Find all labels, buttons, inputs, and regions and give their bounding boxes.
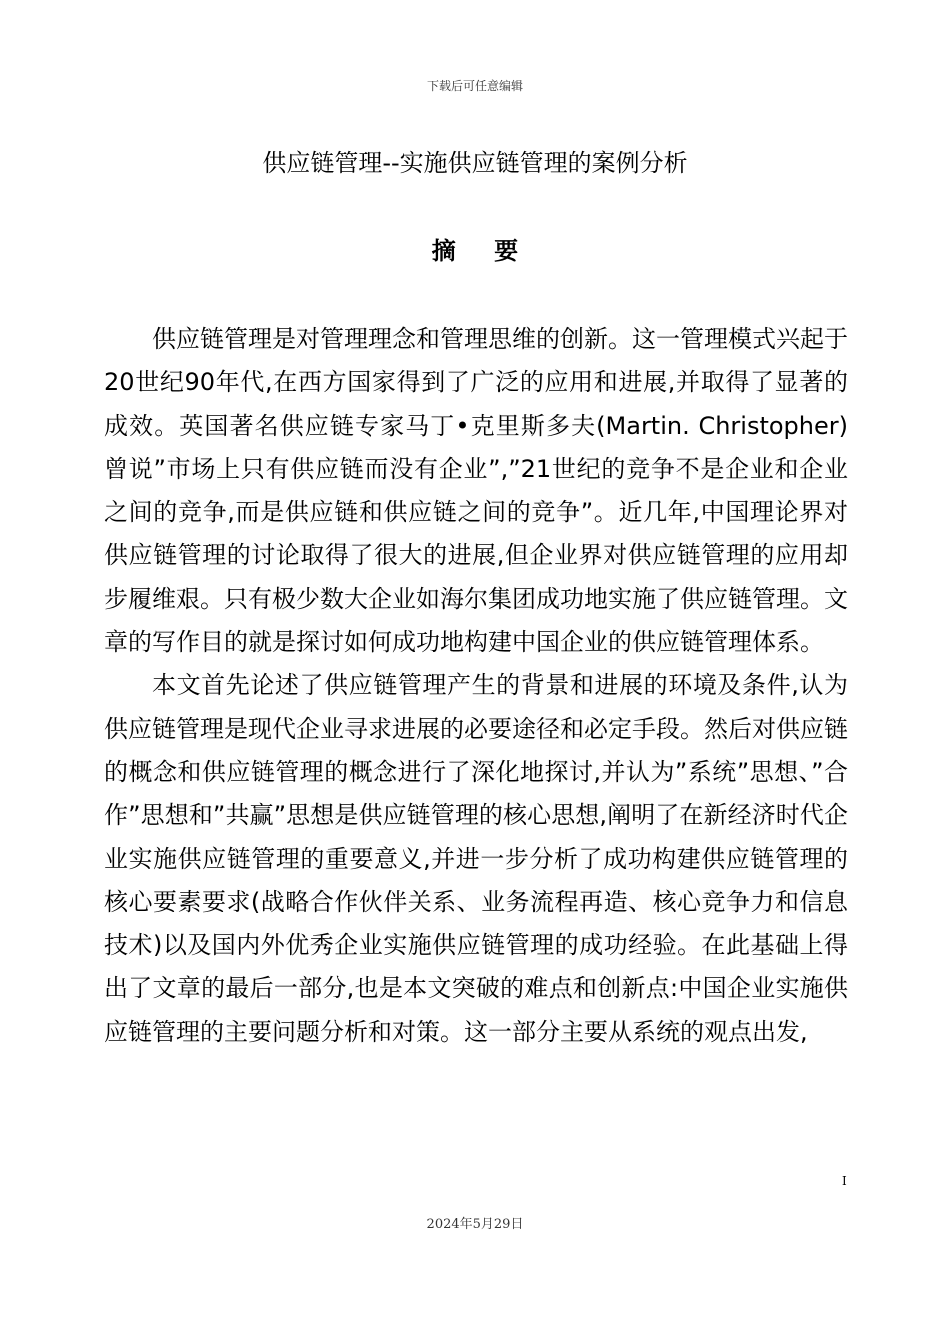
abstract-paragraph-2: 本文首先论述了供应链管理产生的背景和进展的环境及条件,认为供应链管理是现代企业寻求进展的必要途径和必定手段。然后对供应链的概念和供应链管理的概念进行了深化地探讨,并认为”系统”思想、”合作”思想和”共赢”思想是供应链管理的核心思想,阐明了在新经济时代企业实施供应链管理的重要意义,并进一步分析了成功构建供应链管理的核心要素要求(战略合作伙伴关系、业务流程再造、核心竞争力和信息技术)以及国内外优秀企业实施供应链管理的成功经验。在此基础上得出了文章的最后一部分,也是本文突破的难点和创新点:中国企业实施供应链管理的主要问题分析和对策。这一部分主要从系统的观点出发, xyxy=(104,671,848,1046)
abstract-body xyxy=(104,318,848,1054)
page-header-note: 下载后可任意编辑 xyxy=(426,79,523,93)
document-title: 供应链管理--实施供应链管理的案例分析 xyxy=(262,149,688,177)
abstract-paragraph-1: 供应链管理是对管理理念和管理思维的创新。这一管理模式兴起于20世纪90年代,在西方国家得到了广泛的应用和进展,并取得了显著的成效。英国著名供应链专家马丁•克里斯多夫(Martin. Christopher)曾说”市场上只有供应链而没有企业”,”21世纪的竞争不是企业和企业之间的竞争,而是供应链和供应链之间的竞争”。近几年,中国理论界对供应链管理的讨论取得了很大的进展,但企业界对供应链管理的应用却步履维艰。只有极少数大企业如海尔集团成功地实施了供应链管理。文章的写作目的就是探讨如何成功地构建中国企业的供应链管理体系。 xyxy=(104,325,848,657)
page-number: I xyxy=(842,1174,847,1188)
abstract-heading: 摘要 xyxy=(431,237,557,265)
page-footer-date: 2024年5月29日 xyxy=(426,1217,524,1232)
